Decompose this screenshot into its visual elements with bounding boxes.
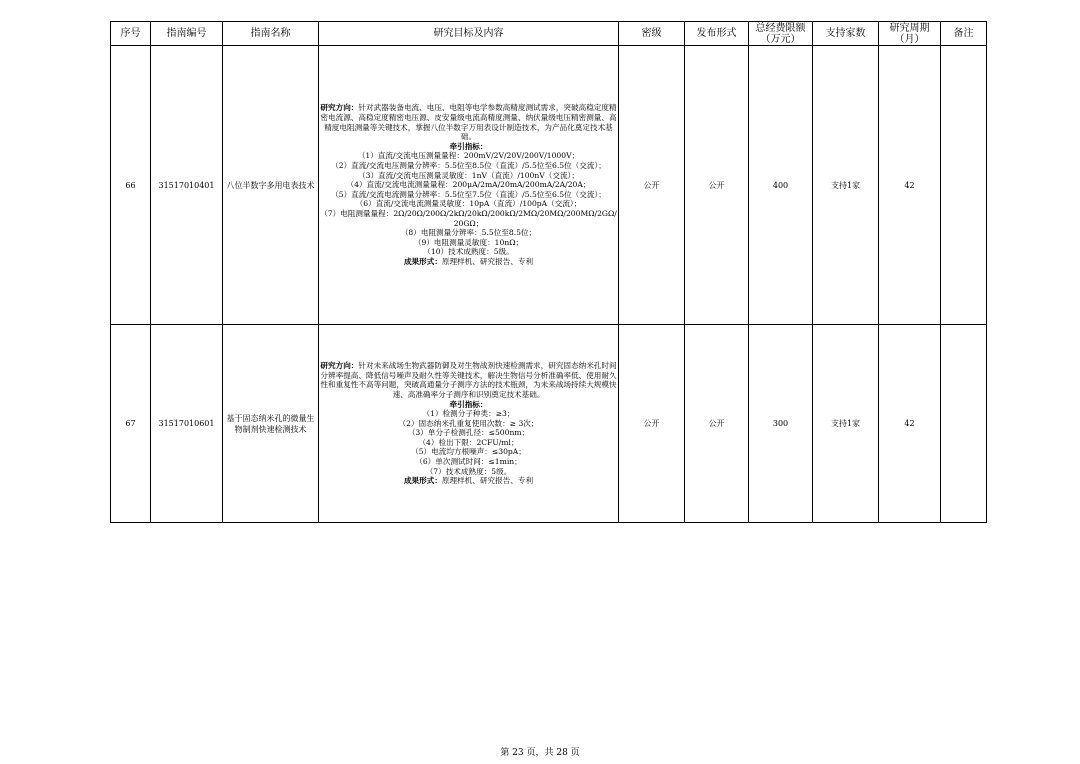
- row-seq: 66: [111, 46, 151, 325]
- row-publish: 公开: [685, 325, 749, 523]
- row-secret: 公开: [619, 325, 685, 523]
- result-paragraph: [319, 257, 618, 267]
- indicator-item: （1）检测分子种类：≥3；: [422, 409, 515, 419]
- indicator-item: （4）检出下限：2CFU/ml；: [418, 437, 519, 447]
- row-name: 八位半数字多用电表技术: [223, 46, 319, 325]
- direction-text: 针对武器装备电流、电压、电阻等电学参数高精度测试需求，突破高稳定度精密电流源、高稳定度精密电压源、皮安量级电流高精度测量、纳伏量级电压精密测量、高精度电阻测量等关键技术，掌握八位半数字万用表设计制造技术，为产品化奠定技术基础。: [320, 103, 617, 142]
- indicator-label: 牵引指标：: [449, 399, 488, 409]
- result-text: 原理样机、研究报告、专利: [441, 476, 534, 486]
- direction-label: 研究方向：: [320, 103, 359, 113]
- row-remark: [941, 325, 987, 523]
- indicator-item: （6）直流/交流电流测量灵敏度：10pA（直流）/100pA（交流）；: [355, 199, 582, 209]
- result-paragraph: [319, 476, 618, 486]
- indicator-item: （1）直流/交流电压测量量程：200mV/2V/20V/200V/1000V；: [357, 151, 580, 161]
- indicator-item: （5）直流/交流电流测量分辨率：5.5位至7.5位（直流）/5.5位至6.5位（交流）；: [331, 189, 606, 199]
- header-period-line2: （月）: [894, 33, 925, 45]
- header-support: 支持家数: [813, 22, 879, 46]
- result-label: 成果形式：: [403, 476, 442, 486]
- header-secret: 密级: [619, 22, 685, 46]
- indicator-label: 牵引指标：: [449, 141, 488, 151]
- table-row: [111, 46, 987, 325]
- indicator-item: （3）单分子检测孔径：≤500nm；: [407, 428, 530, 438]
- row-publish: 公开: [685, 46, 749, 325]
- table-row: [111, 325, 987, 523]
- row-secret: 公开: [619, 46, 685, 325]
- indicator-item: （5）电流均方根噪声：≤30pA；: [411, 447, 526, 457]
- indicator-item: （8）电阻测量分辨率：5.5位至8.5位；: [400, 228, 537, 238]
- header-period: [879, 22, 941, 46]
- row-remark: [941, 46, 987, 325]
- header-code: 指南编号: [151, 22, 223, 46]
- header-remark: 备注: [941, 22, 987, 46]
- header-content: 研究目标及内容: [319, 22, 619, 46]
- header-budget: [749, 22, 813, 46]
- row-support: 支持1家: [813, 46, 879, 325]
- direction-text: 针对未来战场生物武器防御及对生物战剂快速检测需求，研究固态纳米孔时间分辨率提高、降低信号噪声及耐久性等关键技术，解决生物信号分析准确率低、使用耐久性和重复性不高等问题，突破高通量分子测序方法的技术瓶颈，为未来战场持续大规模快速、高准确率分子测序和识别奠定技术基础。: [320, 361, 617, 399]
- header-budget-line2: （万元）: [760, 33, 801, 45]
- indicator-item: （7）技术成熟度：5级。: [425, 466, 512, 476]
- row-content: [319, 46, 619, 325]
- indicator-item: （6）单次测试时间：≤1min；: [415, 457, 522, 467]
- direction-paragraph: [319, 103, 618, 141]
- page-footer: 第 23 页，共 28 页: [500, 748, 580, 758]
- row-code: 31517010401: [151, 46, 223, 325]
- indicator-item: （2）直流/交流电压测量分辨率：5.5位至8.5位（直流）/5.5位至6.5位（交流）；: [331, 161, 606, 171]
- guide-table: [110, 21, 987, 523]
- indicator-item: （3）直流/交流电压测量灵敏度：1nV（直流）/100nV（交流）；: [358, 170, 579, 180]
- row-content: [319, 325, 619, 523]
- header-row: [111, 22, 987, 46]
- indicator-item: （2）固态纳米孔重复使用次数：≥ 3次；: [398, 418, 539, 428]
- header-seq: 序号: [111, 22, 151, 46]
- row-seq: 67: [111, 325, 151, 523]
- indicator-item: （7）电阻测量量程：2Ω/20Ω/200Ω/2kΩ/20kΩ/200kΩ/2MΩ/20MΩ/200MΩ/2GΩ/20GΩ；: [320, 208, 617, 228]
- indicator-item: （4）直流/交流电流测量量程：200μA/2mA/20mA/200mA/2A/20A；: [346, 180, 591, 190]
- indicator-item: （9）电阻测量灵敏度：10nΩ；: [413, 237, 524, 247]
- row-name: 基于固态纳米孔的微量生物制剂快速检测技术: [223, 325, 319, 523]
- row-budget: 300: [749, 325, 813, 523]
- row-budget: 400: [749, 46, 813, 325]
- result-text: 原理样机、研究报告、专利: [441, 256, 534, 266]
- result-label: 成果形式：: [403, 256, 442, 266]
- header-period-line1: 研究周期: [889, 22, 930, 34]
- row-support: 支持1家: [813, 325, 879, 523]
- row-period: 42: [879, 325, 941, 523]
- direction-label: 研究方向：: [320, 361, 359, 371]
- header-name: 指南名称: [223, 22, 319, 46]
- header-budget-line1: 总经费限额: [755, 22, 806, 34]
- indicator-item: （10）技术成熟度：5级。: [423, 247, 514, 257]
- row-code: 31517010601: [151, 325, 223, 523]
- header-publish: 发布形式: [685, 22, 749, 46]
- direction-paragraph: [319, 361, 618, 399]
- row-period: 42: [879, 46, 941, 325]
